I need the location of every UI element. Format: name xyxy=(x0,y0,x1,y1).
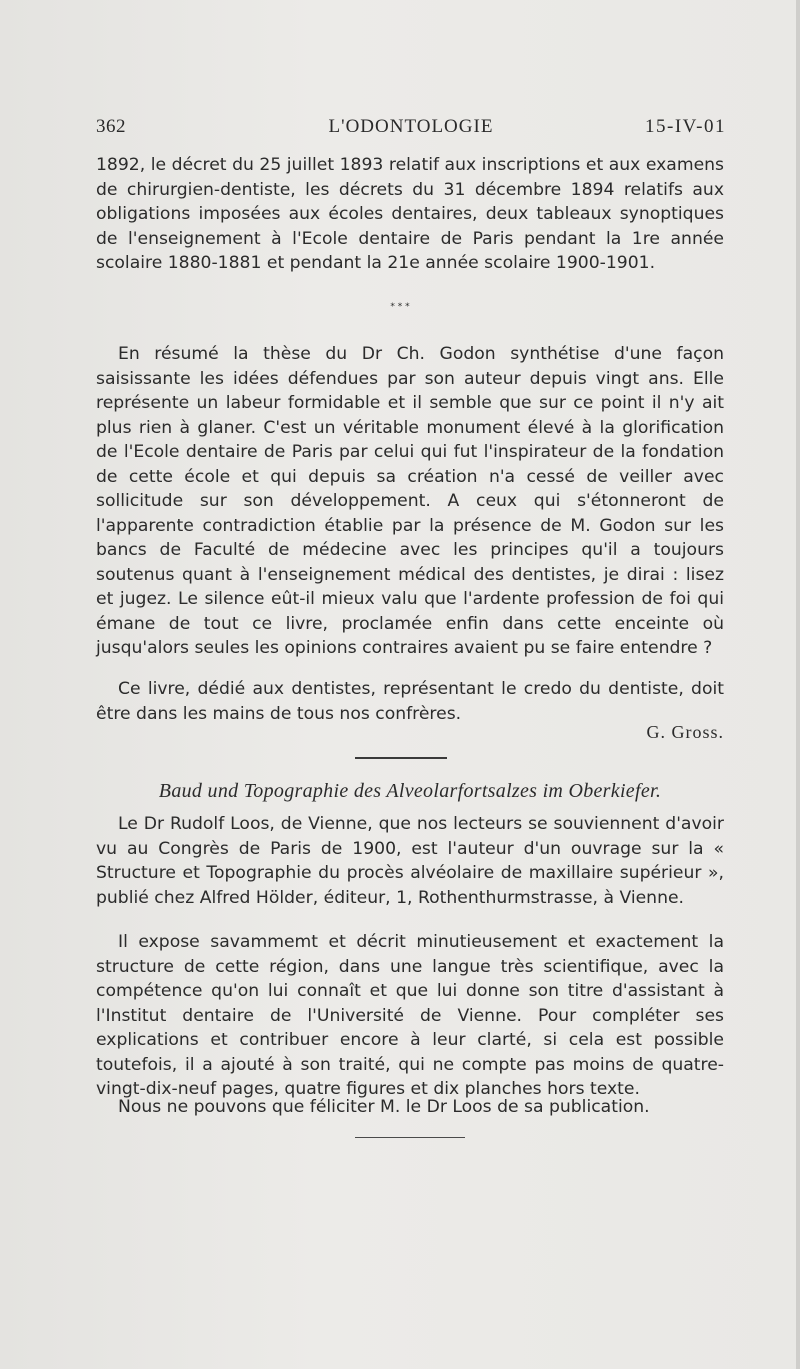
author-signature: G. Gross. xyxy=(646,722,724,742)
paragraph-summary: En résumé la thèse du Dr Ch. Godon synthétise d'une façon saisissante les idées défendues par son auteur depuis vingt ans. Elle représente un labeur formidable et il semble que sur ce point il n'y ait plus rien à glaner. C'est un véritable monument élevé à la glorification de l'Ecole dentaire de Paris par celui qui fut l'inspirateur de la fondation de cette école et qui depuis sa création n'a cessé de veiller avec sollicitude sur son développement. A ceux qui s'étonneront de l'apparente contradiction établie par la présence de M. Godon sur les bancs de Faculté de médecine avec les principes qu'il a toujours soutenus quant à l'enseignement médical des dentistes, je dirai : lisez et jugez. Le silence eût-il mieux valu que l'ardente profession de foi qui émane de tout ce livre, proclamée enfin dans cette enceinte où jusqu'alors seules les opinions contraires avaient pu se faire entendre ? xyxy=(96,344,724,658)
journal-title: L'ODONTOLOGIE xyxy=(328,116,494,137)
asterism-separator: * * * xyxy=(390,302,410,312)
paragraph-loos-intro: Le Dr Rudolf Loos, de Vienne, que nos lecteurs se souviennent d'avoir vu au Congrès de Paris de 1900, est l'auteur d'un ouvrage sur la « Structure et Topographie du procès alvéolaire de maxillaire supérieur », publié chez Alfred Hölder, éditeur, 1, Rothenthurmstrasse, à Vienne. xyxy=(96,814,724,908)
paragraph-loos-description: Il expose savammemt et décrit minutieusement et exactement la structure de cette région, dans une langue très scientifique, avec la compétence qu'on lui connaît et que lui donne son titre d'assistant à l'Institut dentaire de l'Université de Vienne. Pour compléter ses explications et contribuer encore à leur clarté, si cela est possible toutefois, il a ajouté à son traité, qui ne compte pas moins de quatre-vingt-dix-neuf pages, quatre figures et dix planches hors texte. xyxy=(96,932,724,1099)
section-divider xyxy=(355,757,447,759)
paragraph-decrees: 1892, le décret du 25 juillet 1893 relatif aux inscriptions et aux examens de chirurgien-dentiste, les décrets du 31 décembre 1894 relatifs aux obligations imposées aux écoles dentaires, deux tableaux synoptiques de l'enseignement à l'Ecole dentaire de Paris pendant la 1re année scolaire 1880-1881 et pendant la 21e année scolaire 1900-1901. xyxy=(96,155,724,273)
running-header xyxy=(96,116,726,146)
paragraph-congratulations: Nous ne pouvons que féliciter M. le Dr Loos de sa publication. xyxy=(118,1097,650,1117)
article-title: Baud und Topographie des Alveolarfortsalzes im Oberkiefer. xyxy=(158,780,662,802)
paragraph-credo: Ce livre, dédié aux dentistes, représentant le credo du dentiste, doit être dans les mains de tous nos confrères. xyxy=(96,679,724,724)
page-edge xyxy=(796,0,800,1369)
issue-date: 15-IV-01 xyxy=(645,116,726,137)
end-divider xyxy=(355,1137,465,1138)
page-number: 362 xyxy=(96,116,126,137)
